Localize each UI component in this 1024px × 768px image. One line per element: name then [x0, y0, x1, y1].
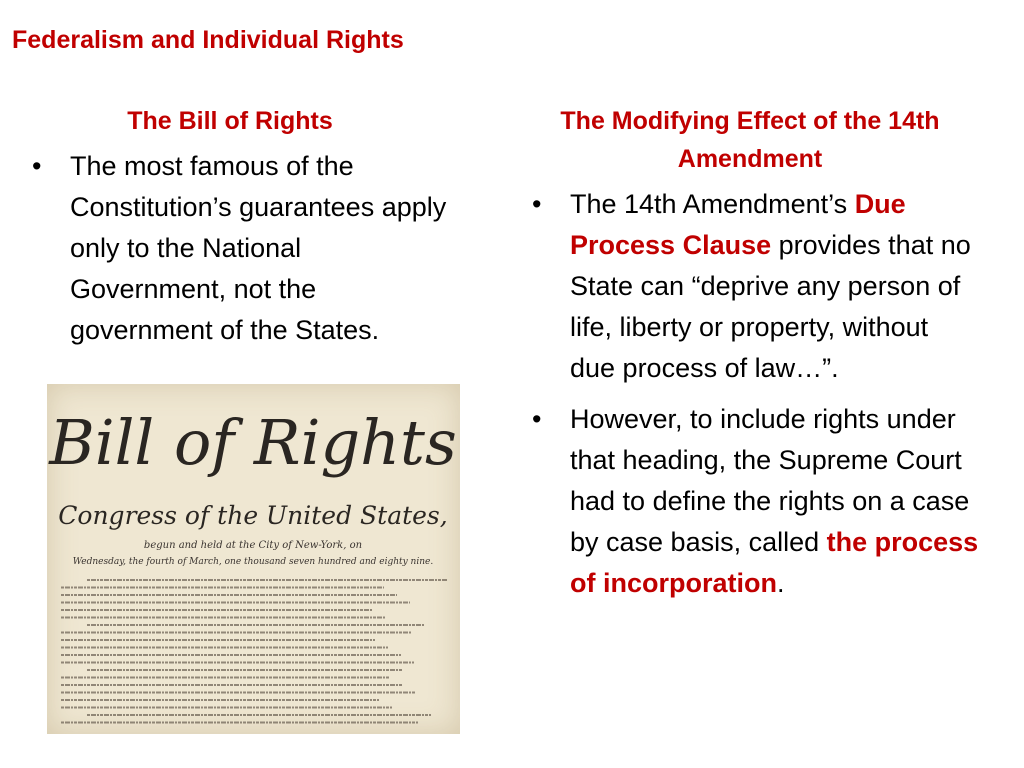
- bill-of-rights-image: [47, 384, 460, 734]
- bullet-text-start: However, to include rights under that heading, the Supreme Court had to define the rights on a case by case basis, called: [570, 404, 970, 557]
- left-bullet-text: The most famous of the Constitution’s guarantees apply only to the National Government, not the government of the States.: [70, 151, 447, 345]
- slide-title: Federalism and Individual Rights: [12, 26, 404, 54]
- incorporation-highlight: the process of incorporation: [570, 527, 979, 598]
- left-column-heading: The Bill of Rights: [127, 107, 333, 135]
- right-bullet-item: [520, 399, 980, 604]
- document-fine-print: [61, 580, 447, 723]
- document-line-2: Wednesday, the fourth of March, one thousand seven hundred and eighty nine.: [72, 557, 434, 567]
- bullet-text-start: The 14th Amendment’s: [570, 189, 855, 219]
- document-heading: Bill of Rights: [49, 406, 457, 479]
- due-process-clause-highlight: Due Process Clause: [570, 189, 906, 260]
- document-line-1: begun and held at the City of New-York, on: [143, 540, 363, 551]
- right-bullet-list: [520, 184, 980, 604]
- right-column: [520, 102, 980, 614]
- document-subheading: Congress of the United States,: [58, 501, 448, 530]
- bullet-text-end: .: [776, 568, 785, 598]
- left-column: [20, 102, 450, 361]
- right-column-heading: The Modifying Effect of the 14th Amendment: [560, 107, 940, 173]
- right-bullet-item: [520, 184, 980, 389]
- bullet-icon: •: [532, 189, 542, 219]
- bullet-icon: •: [532, 404, 542, 434]
- left-bullet-item: [20, 146, 450, 351]
- left-bullet-list: [20, 146, 450, 351]
- bullet-icon: •: [32, 151, 42, 181]
- bullet-text-end: provides that no State can “deprive any person of life, liberty or property, without due process of law…”.: [570, 230, 971, 383]
